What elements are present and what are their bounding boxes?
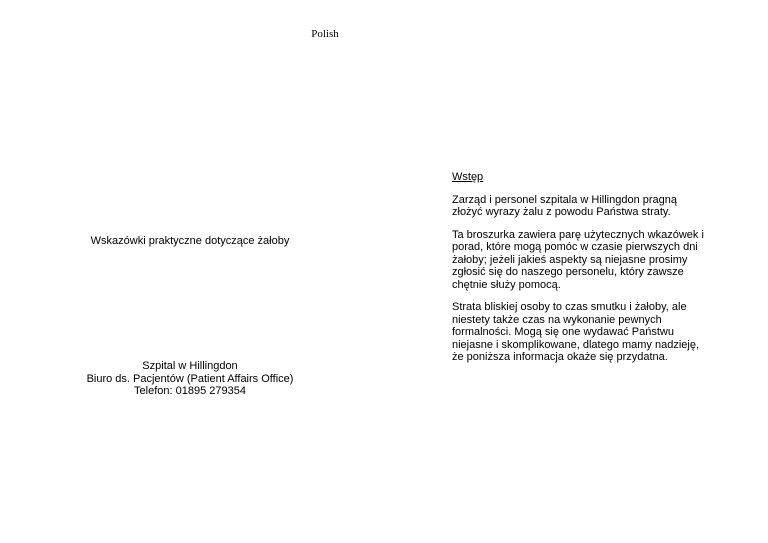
text-line: chętnie służy pomocą. xyxy=(452,278,561,291)
text-line: Strata bliskiej osoby to czas smutku i żałoby, ale xyxy=(452,301,687,313)
paragraph-brochure xyxy=(452,229,722,292)
document-title: Wskazówki praktyczne dotyczące żałoby xyxy=(90,235,290,247)
text-line: zgłosić się do naszego personelu, który zawsze xyxy=(452,266,684,278)
text-line: żałoby; jeżeli jakieś aspekty są niejasne prosimy xyxy=(452,253,688,266)
text-line: że poniższa informacja okaże się przydatna. xyxy=(452,351,668,363)
text-line: niestety także czas na wykonanie pewnych xyxy=(452,313,662,326)
text-line: złożyć wyrazy żalu z powodu Państwa straty. xyxy=(452,206,671,218)
address-line-office: Biuro ds. Pacjentów (Patient Affairs Office) xyxy=(86,372,294,385)
contact-address xyxy=(40,360,340,398)
address-line-hospital: Szpital w Hillingdon xyxy=(142,360,238,372)
introduction-section xyxy=(452,171,722,374)
text-line: formalności. Mogą się one wydawać Państwu xyxy=(452,326,674,338)
address-line-phone: Telefon: 01895 279354 xyxy=(134,385,246,397)
paragraph-formalities xyxy=(452,301,722,364)
language-label: Polish xyxy=(311,28,339,40)
text-line: porad, które mogą pomóc w czasie pierwszych dni xyxy=(452,241,698,253)
section-heading: Wstęp xyxy=(452,171,484,183)
paragraph-condolences xyxy=(452,194,722,219)
text-line: niejasne i skomplikowane, dlatego mamy nadzieję, xyxy=(452,338,700,351)
text-line: Zarząd i personel szpitala w Hillingdon pragną xyxy=(452,193,678,206)
text-line: Ta broszurka zawiera parę użytecznych wkazówek i xyxy=(452,228,704,241)
